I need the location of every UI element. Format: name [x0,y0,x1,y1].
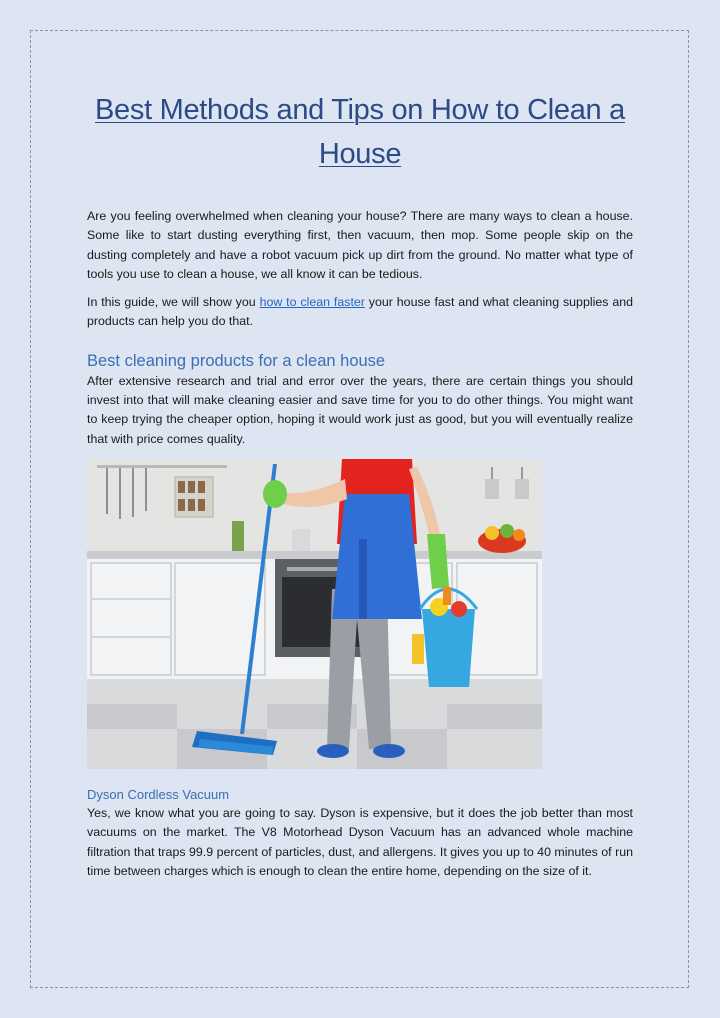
kitchen-cleaning-illustration [87,459,542,769]
document-content [87,88,633,881]
intro-paragraph-2-start: In this guide, we will show you [87,295,260,310]
cleaning-woman-photo [87,459,542,769]
page-title: Best Methods and Tips on How to Clean a House [95,94,625,170]
how-to-clean-faster-link[interactable]: how to clean faster [259,295,365,310]
section-heading-dyson: Dyson Cordless Vacuum [87,786,230,802]
section-heading-cleaning-products: Best cleaning products for a clean house [87,351,386,370]
section-body-dyson: Yes, we know what you are going to say. Dyson is expensive, but it does the job better than most vacuums on the market. The V8 Motorhead Dyson Vacuum has an advanced whole machine filtration that traps 99.9 percent of particles, dust, and allergens. It gives you up to 40 minutes of run time between charges which is enough to clean the entire home, depending on the size of it. [87,805,633,878]
section-body-cleaning-products: After extensive research and trial and error over the years, there are certain things you should invest into that will make cleaning easier and save time for you to do other things. You might want to keep trying the cheaper option, hoping it would work just as good, but you will eventually realize that with price comes quality. [87,373,633,446]
intro-paragraph-2 [87,293,633,332]
intro-paragraph-2-end: your house fast and what cleaning supplies and products can help you do that. [87,295,633,329]
intro-paragraph-1: Are you feeling overwhelmed when cleaning your house? There are many ways to clean a house. Some like to start dusting everything first, then vacuum, then mop. Some people skip on the dusting completely and have a robot vacuum pick up dirt from the ground. No matter what type of tools you use to clean a house, we all know it can be tedious. [87,209,633,281]
